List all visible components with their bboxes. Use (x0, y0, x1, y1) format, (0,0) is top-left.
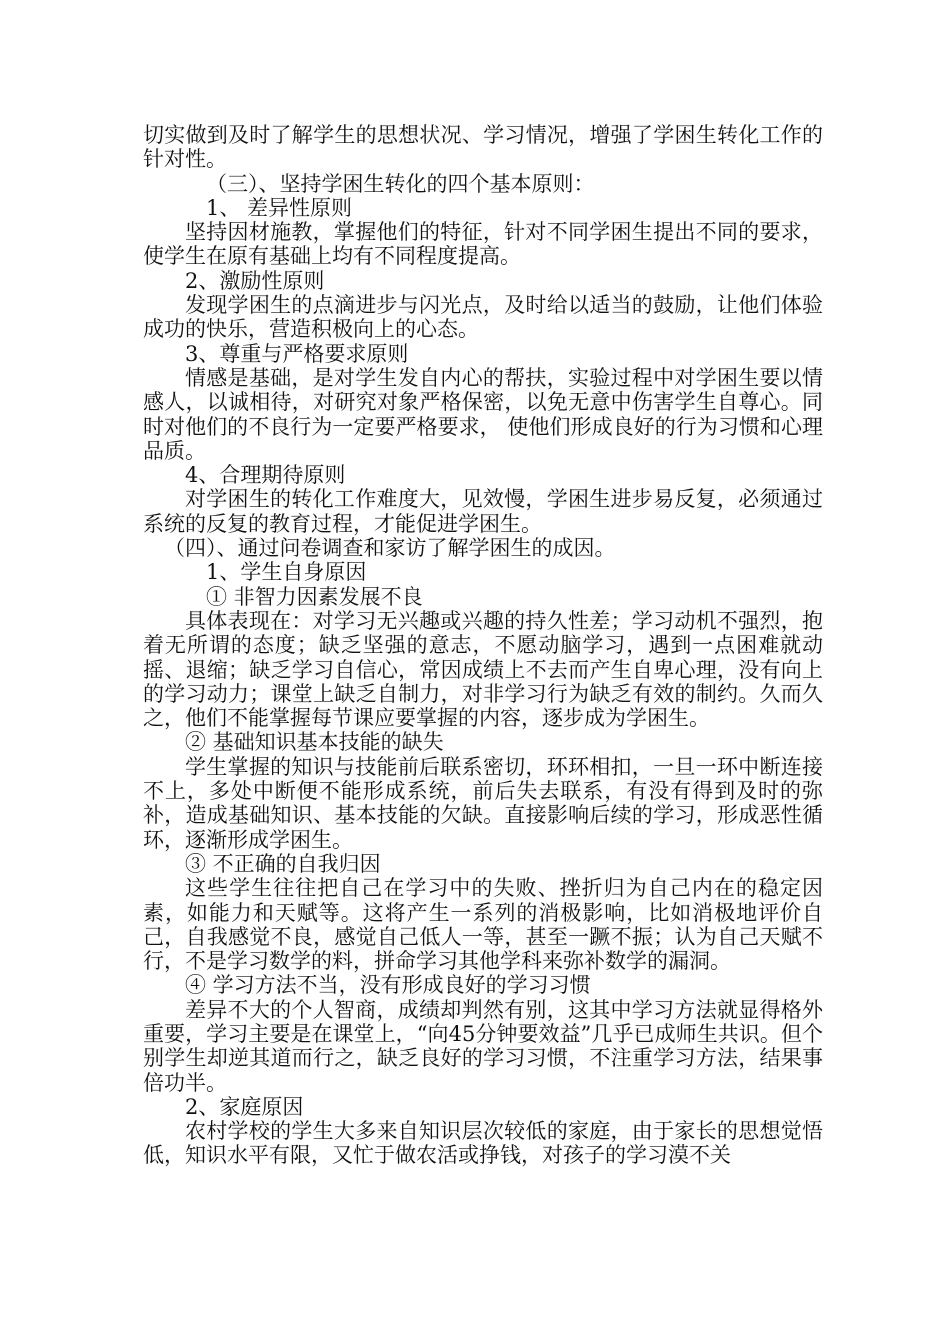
principle-heading: 1、 差异性原则 (206, 195, 353, 220)
item-heading: ③ 不正确的自我归因 (185, 851, 381, 876)
body-paragraph: 这些学生往往把自己在学习中的失败、挫折归为自己内在的稳定因素，如能力和天赋等。这将产生一系列的消极影响，比如消极地评价自己，自我感觉不良，感觉自己低人一等，甚至一蹶不振；认为自己天赋不行，不是学习数学的料，拼命学习其他学科来弥补数学的漏洞。 (143, 876, 823, 974)
subsection-heading: 1、学生自身原因 (206, 560, 367, 585)
section-heading: （四）、通过问卷调查和家访了解学困生的成因。 (164, 536, 616, 561)
principle-heading: 3、尊重与严格要求原则 (185, 341, 409, 366)
body-paragraph: 对学困生的转化工作难度大，见效慢，学困生进步易反复，必须通过系统的反复的教育过程，才能促进学困生。 (143, 487, 823, 536)
body-paragraph: 坚持因材施教，掌握他们的特征，针对不同学困生提出不同的要求，使学生在原有基础上均有不同程度提高。 (143, 220, 823, 269)
item-heading: ② 基础知识基本技能的缺失 (185, 730, 444, 755)
document-page (143, 123, 823, 1168)
body-paragraph: 学生掌握的知识与技能前后联系密切，环环相扣，一旦一环中断连接不上，多处中断便不能形成系统，前后失去联系，有没有得到及时的弥补，造成基础知识、基本技能的欠缺。直接影响后续的学习，形成恶性循环，逐渐形成学困生。 (143, 754, 823, 852)
body-paragraph: 差异不大的个人智商，成绩却判然有别，这其中学习方法就显得格外重要，学习主要是在课堂上，“向45分钟要效益”几乎已成师生共识。但个别学生却逆其道而行之，缺乏良好的学习习惯，不注重学习方法，结果事倍功半。 (143, 997, 823, 1095)
principle-heading: 4、合理期待原则 (185, 463, 346, 488)
body-paragraph: 发现学困生的点滴进步与闪光点，及时给以适当的鼓励，让他们体验成功的快乐，营造积极向上的心态。 (143, 293, 823, 342)
principle-heading: 2、激励性原则 (185, 268, 325, 293)
subsection-heading: 2、家庭原因 (185, 1094, 304, 1119)
body-paragraph: 切实做到及时了解学生的思想状况、学习情况，增强了学困生转化工作的针对性。 (143, 123, 823, 172)
item-heading: ① 非智力因素发展不良 (206, 584, 423, 609)
body-paragraph: 具体表现在：对学习无兴趣或兴趣的持久性差；学习动机不强烈，抱着无所谓的态度；缺乏坚强的意志，不愿动脑学习，遇到一点困难就动摇、退缩；缺乏学习自信心，常因成绩上不去而产生自卑心理，没有向上的学习动力；课堂上缺乏自制力，对非学习行为缺乏有效的制约。久而久之，他们不能掌握每节课应要掌握的内容，逐步成为学困生。 (143, 608, 823, 731)
body-paragraph: 农村学校的学生大多来自知识层次较低的家庭，由于家长的思想觉悟低，知识水平有限，又忙于做农活或挣钱，对孩子的学习漠不关 (143, 1119, 823, 1168)
section-heading: （三）、坚持学困生转化的四个基本原则： (206, 171, 595, 196)
body-paragraph: 情感是基础，是对学生发自内心的帮扶，实验过程中对学困生要以情感人，以诚相待，对研究对象严格保密，以免无意中伤害学生自尊心。同时对他们的不良行为一定要严格要求， 使他们形成良好的行为习惯和心理品质。 (143, 365, 823, 463)
item-heading: ④ 学习方法不当，没有形成良好的学习习惯 (185, 973, 591, 998)
